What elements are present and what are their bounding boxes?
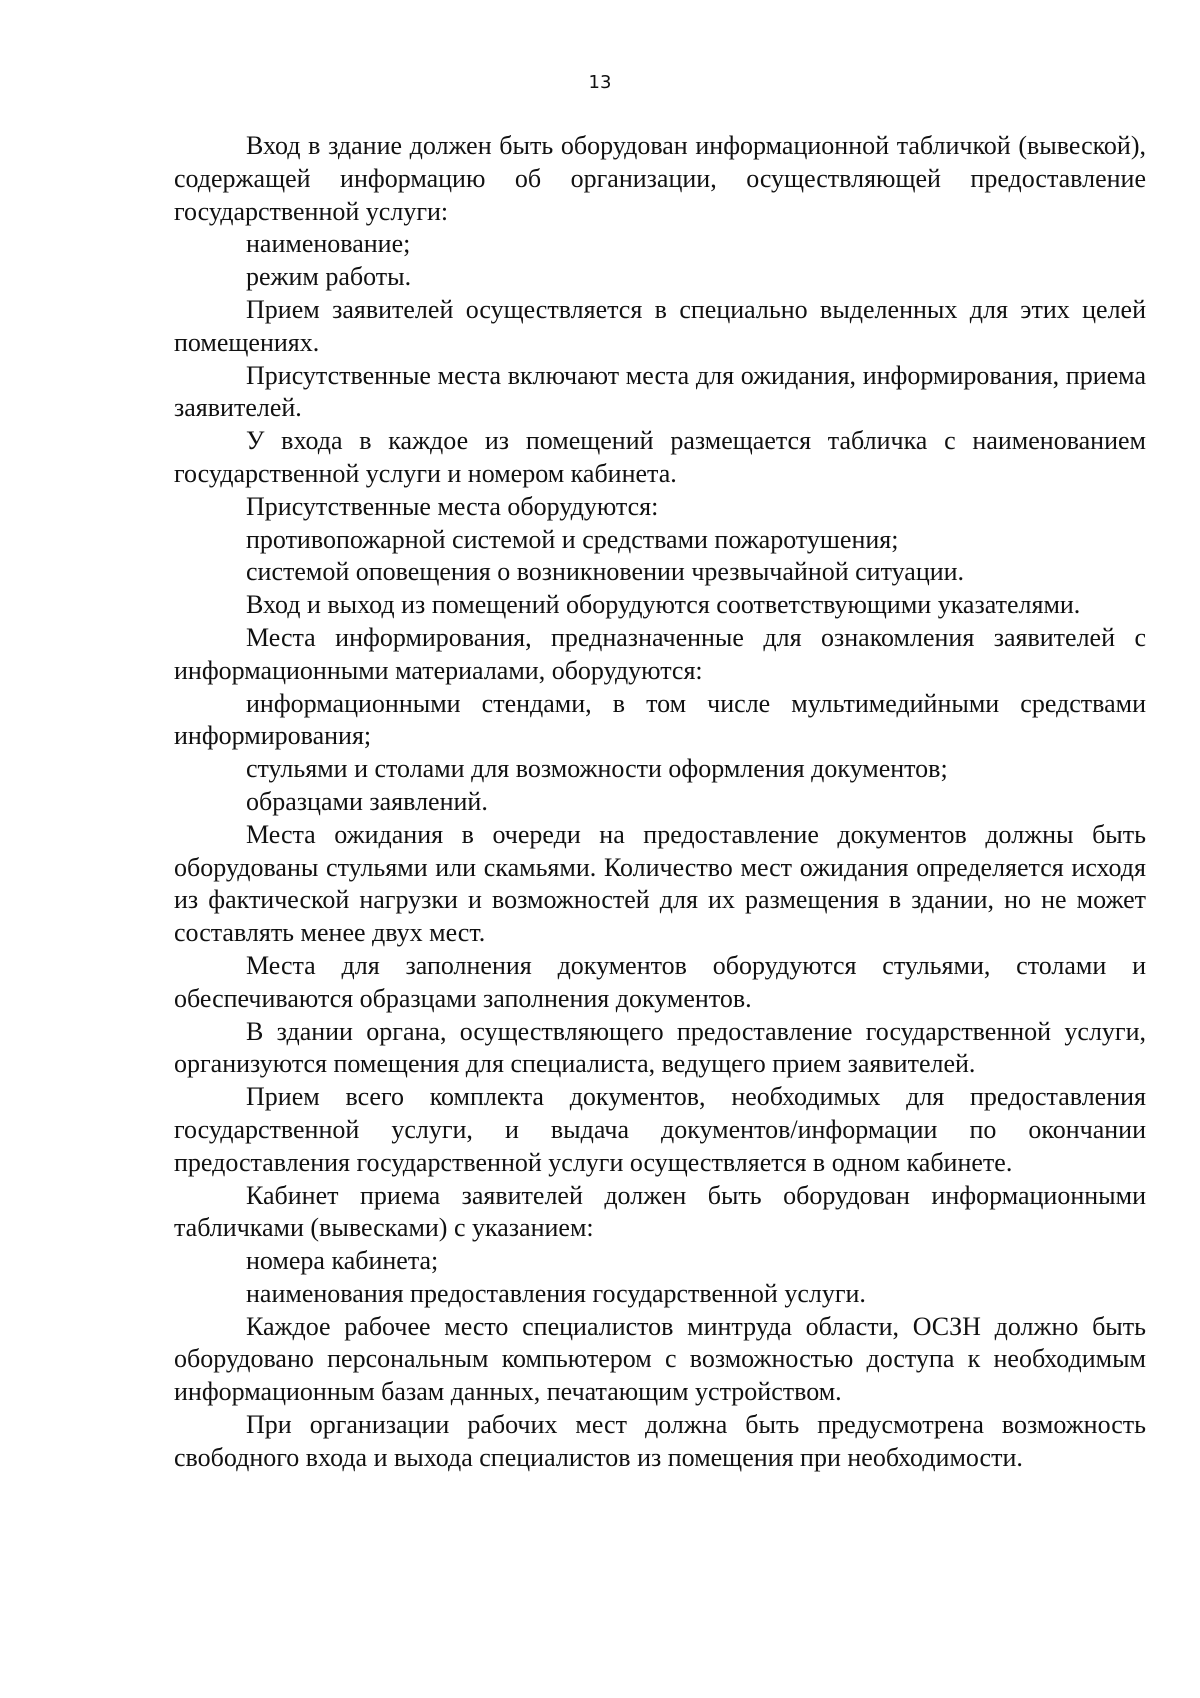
paragraph: противопожарной системой и средствами пожаротушения;	[246, 524, 899, 554]
paragraph: наименование;	[246, 229, 411, 259]
paragraph: Каждое рабочее место специалистов минтруда области, ОСЗН должно быть оборудовано персональным компьютером с возможностью доступа к необходимым информационным базам данных, печатающим устройством.	[174, 1311, 1146, 1407]
paragraph: Вход и выход из помещений оборудуются соответствующими указателями.	[246, 590, 1081, 620]
paragraph: стульями и столами для возможности оформления документов;	[246, 754, 948, 784]
paragraph: У входа в каждое из помещений размещается табличка с наименованием государственной услуги и номером кабинета.	[174, 426, 1146, 488]
paragraph: режим работы.	[246, 262, 412, 292]
paragraph: Прием заявителей осуществляется в специально выделенных для этих целей помещениях.	[174, 294, 1146, 357]
paragraph: Места ожидания в очереди на предоставление документов должны быть оборудованы стульями или скамьями. Количество мест ожидания определяется исходя из фактической нагрузки и возможностей для их размещения в здании, но не может составлять менее двух мест.	[174, 819, 1146, 948]
paragraph: Прием всего комплекта документов, необходимых для предоставления государственной услуги, и выдача документов/информации по окончании предоставления государственной услуги осуществляется в одном кабинете.	[174, 1082, 1146, 1177]
paragraph: образцами заявлений.	[246, 786, 488, 816]
paragraph: В здании органа, осуществляющего предоставление государственной услуги, организуются помещения для специалиста, ведущего прием заявителей.	[174, 1016, 1146, 1079]
paragraph: Кабинет приема заявителей должен быть оборудован информационными табличками (вывесками) с указанием:	[174, 1180, 1146, 1243]
paragraph: системой оповещения о возникновении чрезвычайной ситуации.	[246, 557, 965, 587]
paragraph: Места информирования, предназначенные для ознакомления заявителей с информационными материалами, оборудуются:	[174, 622, 1146, 685]
paragraph: Места для заполнения документов оборудуются стульями, столами и обеспечиваются образцами заполнения документов.	[174, 950, 1146, 1013]
paragraph: Вход в здание должен быть оборудован информационной табличкой (вывеской), содержащей информацию об организации, осуществляющей предоставление государственной услуги:	[174, 131, 1146, 226]
paragraph: наименования предоставления государственной услуги.	[246, 1278, 866, 1308]
paragraph: Присутственные места включают места для ожидания, информирования, приема заявителей.	[174, 360, 1146, 423]
page-number: 13	[588, 72, 612, 93]
paragraph: Присутственные места оборудуются:	[246, 491, 659, 521]
paragraph: При организации рабочих мест должна быть предусмотрена возможность свободного входа и выхода специалистов из помещения при необходимости.	[174, 1410, 1146, 1472]
paragraph: номера кабинета;	[246, 1246, 439, 1276]
paragraph: информационными стендами, в том числе мультимедийными средствами информирования;	[174, 688, 1146, 751]
document-body	[174, 130, 1146, 1475]
